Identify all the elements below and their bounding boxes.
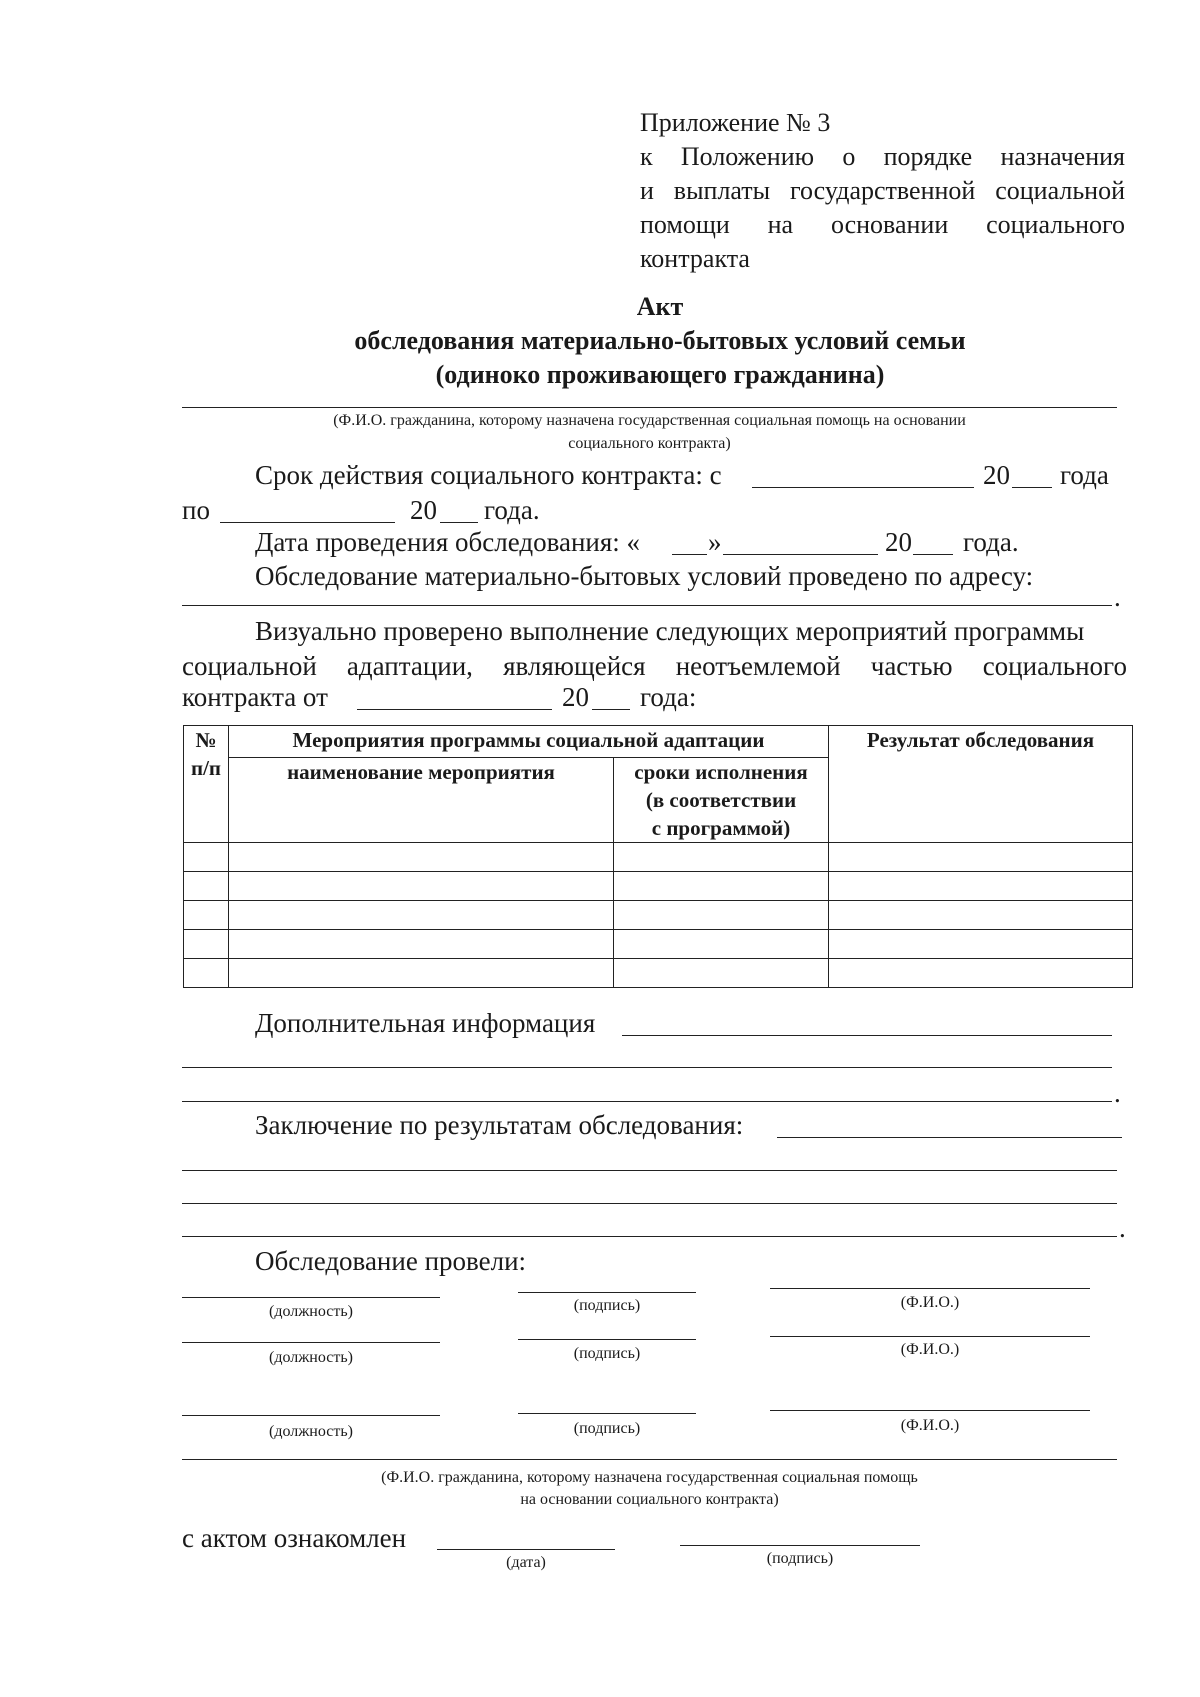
- inspector-2-position-line[interactable]: [182, 1342, 440, 1343]
- visual-check-date-line: [357, 709, 552, 710]
- inspector-2-position-caption: (должность): [269, 1349, 353, 1366]
- inspector-1-signature-line[interactable]: [518, 1292, 696, 1293]
- conclusion-line-1[interactable]: [777, 1137, 1122, 1138]
- title-line-3: (одиноко проживающего гражданина): [435, 360, 885, 389]
- contract-start-year-word: года: [1060, 460, 1109, 490]
- conclusion-label: Заключение по результатам обследования:: [255, 1110, 744, 1140]
- table-row: [184, 901, 1133, 930]
- inspection-day-line: [672, 554, 707, 555]
- inspector-3-fio-caption: (Ф.И.О.): [900, 1417, 960, 1434]
- word: частью: [870, 651, 953, 681]
- address-label: Обследование материально-бытовых условий проведено по адресу:: [255, 561, 1034, 591]
- table-cell[interactable]: [229, 930, 614, 959]
- table-row: [184, 959, 1133, 988]
- contract-start-year-prefix: 20: [983, 460, 1010, 490]
- acquainted-date-caption: (дата): [506, 1554, 546, 1571]
- acquainted-signature-line[interactable]: [680, 1545, 920, 1546]
- address-line: [182, 605, 1112, 606]
- word: неотъемлемой: [675, 651, 841, 681]
- table-cell[interactable]: [229, 901, 614, 930]
- col-terms-line-2: (в соответствии: [645, 788, 797, 812]
- col-number-line-1: №: [195, 728, 217, 752]
- table-cell[interactable]: [184, 901, 229, 930]
- table-row: [184, 872, 1133, 901]
- inspector-1-position-caption: (должность): [269, 1303, 353, 1320]
- conclusion-line-2[interactable]: [182, 1170, 1117, 1171]
- inspector-1-fio-line[interactable]: [770, 1288, 1090, 1289]
- table-cell[interactable]: [229, 872, 614, 901]
- table-cell[interactable]: [184, 959, 229, 988]
- conclusion-line-3[interactable]: [182, 1203, 1117, 1204]
- inspector-2-signature-line[interactable]: [518, 1339, 696, 1340]
- table-cell[interactable]: [614, 901, 829, 930]
- table-cell[interactable]: [229, 959, 614, 988]
- table-cell[interactable]: [614, 930, 829, 959]
- inspector-3-signature-line[interactable]: [518, 1413, 696, 1414]
- table-cell[interactable]: [829, 872, 1133, 901]
- table-cell[interactable]: [829, 959, 1133, 988]
- citizen-caption-line-2: социального контракта): [568, 435, 731, 452]
- acquainted-signature-caption: (подпись): [766, 1550, 834, 1567]
- document-title: [0, 290, 1200, 392]
- contract-start-date-line: [752, 487, 974, 488]
- table-cell[interactable]: [829, 843, 1133, 872]
- table-cell[interactable]: [614, 959, 829, 988]
- citizen-caption-line-1: (Ф.И.О. гражданина, которому назначена государственная социальная помощь на основании: [333, 412, 966, 429]
- table-row: [184, 843, 1133, 872]
- contract-end-year-prefix: 20: [410, 495, 437, 525]
- additional-info-line-3[interactable]: [182, 1101, 1112, 1102]
- word: социального: [982, 651, 1127, 681]
- activities-table: [183, 725, 1133, 988]
- group-header: Мероприятия программы социальной адаптации: [229, 726, 829, 758]
- word: адаптации,: [346, 651, 473, 681]
- contract-term-label: Срок действия социального контракта: с: [255, 460, 722, 490]
- acquainted-date-line[interactable]: [437, 1549, 615, 1550]
- table-cell[interactable]: [184, 843, 229, 872]
- annex-line-4: контракта: [640, 244, 750, 273]
- visual-check-year-prefix: 20: [562, 682, 589, 712]
- col-name-header: наименование мероприятия: [229, 758, 614, 843]
- annex-line-1: к Положению о порядке назначения: [640, 142, 1125, 171]
- visual-check-contract-label: контракта от: [182, 682, 328, 712]
- contract-end-year-line: [440, 522, 478, 523]
- col-terms-header: [614, 758, 829, 843]
- inspection-close-quote: »: [708, 527, 722, 557]
- inspector-1-signature-caption: (подпись): [573, 1297, 641, 1314]
- col-terms-line-1: сроки исполнения: [634, 760, 808, 784]
- visual-check-line-1: Визуально проверено выполнение следующих мероприятий программы: [255, 616, 1085, 646]
- contract-end-date-line: [220, 522, 395, 523]
- acquainted-label: с актом ознакомлен: [182, 1523, 407, 1553]
- table-cell[interactable]: [184, 930, 229, 959]
- citizen-fio-line: [182, 407, 1117, 408]
- inspection-date-label: Дата проведения обследования: «: [255, 527, 641, 557]
- visual-check-line-2: [182, 651, 1127, 682]
- visual-check-year-line: [592, 709, 630, 710]
- word: социальной: [182, 651, 317, 681]
- annex-block: [640, 106, 1125, 276]
- word: являющейся: [503, 651, 646, 681]
- contract-start-year-line: [1012, 487, 1052, 488]
- inspector-3-signature-caption: (подпись): [573, 1420, 641, 1437]
- table-cell[interactable]: [829, 901, 1133, 930]
- table-cell[interactable]: [229, 843, 614, 872]
- inspector-2-fio-caption: (Ф.И.О.): [900, 1341, 960, 1358]
- citizen-fio-line-bottom[interactable]: [182, 1459, 1117, 1460]
- col-terms-line-3: с программой): [651, 816, 791, 840]
- inspection-year-word: года.: [963, 527, 1019, 557]
- conclusion-line-4[interactable]: [182, 1236, 1117, 1237]
- additional-info-label: Дополнительная информация: [255, 1008, 596, 1038]
- inspector-3-fio-line[interactable]: [770, 1410, 1090, 1411]
- visual-check-year-word: года:: [640, 682, 697, 712]
- inspection-year-prefix: 20: [885, 527, 912, 557]
- inspector-3-position-caption: (должность): [269, 1423, 353, 1440]
- col-result-header: Результат обследования: [829, 726, 1133, 843]
- table-row: [184, 930, 1133, 959]
- inspector-2-signature-caption: (подпись): [573, 1345, 641, 1362]
- inspector-3-position-line[interactable]: [182, 1415, 440, 1416]
- inspectors-label: Обследование провели:: [255, 1246, 527, 1276]
- annex-number: Приложение № 3: [640, 108, 831, 137]
- table-cell[interactable]: [184, 872, 229, 901]
- additional-info-line-1[interactable]: [622, 1035, 1112, 1036]
- table-cell[interactable]: [614, 872, 829, 901]
- inspector-1-position-line[interactable]: [182, 1297, 440, 1298]
- citizen-caption-bottom-line-2: на основании социального контракта): [520, 1491, 779, 1508]
- table-cell[interactable]: [829, 930, 1133, 959]
- annex-line-3: помощи на основании социального: [640, 210, 1125, 239]
- col-number-header: [184, 726, 229, 843]
- contract-end-label: по: [182, 495, 210, 525]
- address-end-dot: .: [1114, 582, 1121, 612]
- inspection-month-line: [723, 554, 878, 555]
- inspector-1-fio-caption: (Ф.И.О.): [900, 1294, 960, 1311]
- citizen-caption-bottom-line-1: (Ф.И.О. гражданина, которому назначена государственная социальная помощь: [381, 1469, 918, 1486]
- contract-end-year-word: года.: [484, 495, 540, 525]
- title-line-2: обследования материально-бытовых условий семьи: [354, 326, 966, 355]
- col-number-line-2: п/п: [190, 756, 222, 780]
- inspection-year-line: [913, 554, 953, 555]
- additional-info-end-dot: .: [1114, 1078, 1121, 1108]
- conclusion-end-dot: .: [1119, 1213, 1126, 1243]
- title-line-1: Акт: [636, 292, 684, 321]
- annex-line-2: и выплаты государственной социальной: [640, 176, 1125, 205]
- additional-info-line-2[interactable]: [182, 1067, 1112, 1068]
- table-cell[interactable]: [614, 843, 829, 872]
- inspector-2-fio-line[interactable]: [770, 1336, 1090, 1337]
